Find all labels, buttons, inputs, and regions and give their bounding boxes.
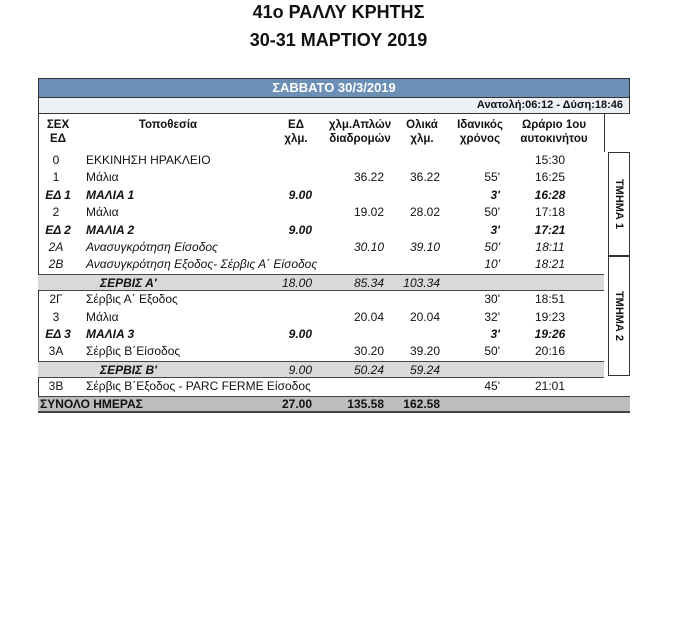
row-apl-km: 30.20	[353, 344, 384, 359]
header-ideal-time: Ιδανικός χρόνος	[457, 119, 503, 145]
row-schedule: 17:18	[534, 205, 566, 220]
table-row	[38, 378, 630, 396]
row-location: ΕΚΚΙΝΗΣΗ ΗΡΑΚΛΕΙΟ	[86, 153, 211, 167]
row-apl-km: 20.04	[353, 309, 384, 324]
row-schedule: 18:51	[534, 292, 566, 307]
row-schedule: 16:25	[534, 170, 566, 185]
row-schedule: 19:23	[534, 309, 566, 324]
row-schedule: 18:21	[534, 257, 566, 272]
row-location: Ανασυγκρότηση Εξοδος- Σέρβις Α΄ Είσοδος	[86, 257, 318, 272]
section-label-1-text: ΤΜΗΜΑ 1	[613, 178, 625, 230]
row-sec: 2Γ	[49, 292, 63, 307]
row-apl-km: 30.10	[353, 240, 384, 254]
table-row	[38, 222, 630, 240]
page-title: 41ο ΡΑΛΛΥ ΚΡΗΤΗΣ	[252, 2, 425, 22]
page-subtitle: 30-31 ΜΑΡΤΙΟΥ 2019	[249, 30, 428, 50]
row-ed-km: 9.00	[288, 187, 312, 202]
row-ideal-time: 32'	[484, 309, 500, 324]
row-sec: 3	[52, 309, 60, 324]
row-location: ΜΑΛΙΑ 3	[86, 327, 135, 341]
row-sec: 2	[52, 205, 60, 220]
row-sec: ΕΔ 3	[45, 327, 71, 341]
row-location: ΜΑΛΙΑ 1	[86, 187, 135, 202]
header-schedule: Ωράριο 1ου αυτοκινήτου	[520, 119, 588, 145]
row-ideal-time: 50'	[484, 240, 500, 254]
table-row	[38, 239, 630, 257]
row-sec: ΕΔ 2	[45, 222, 71, 237]
row-ed-km: 9.00	[288, 362, 312, 377]
table-row	[38, 326, 630, 344]
row-schedule: 17:21	[534, 222, 566, 237]
row-ed-km: 9.00	[288, 222, 312, 237]
table-row	[38, 343, 630, 361]
row-sec: 2Β	[48, 257, 64, 272]
table-row	[38, 256, 630, 274]
row-ideal-time: 10'	[484, 257, 500, 272]
header-divider	[604, 114, 605, 152]
row-schedule: 21:01	[534, 379, 566, 394]
header-apl-km: χλμ.Απλών διαδρομών	[328, 119, 392, 145]
row-schedule: 15:30	[534, 153, 566, 167]
row-sec: ΕΔ 1	[45, 187, 71, 202]
row-apl-km: 85.34	[353, 275, 384, 290]
row-apl-km: 135.58	[347, 396, 384, 411]
row-total-km: 162.58	[403, 396, 440, 411]
row-location: ΣΕΡΒΙΣ Α'	[100, 275, 157, 290]
row-ed-km: 27.00	[281, 396, 312, 411]
row-apl-km: 36.22	[353, 170, 384, 185]
row-location: ΜΑΛΙΑ 2	[86, 222, 135, 237]
row-total-km: 20.04	[409, 309, 440, 324]
row-total-km: 36.22	[409, 170, 440, 185]
row-location: Μάλια	[86, 170, 119, 185]
day-header: ΣΑΒΒΑΤΟ 30/3/2019	[38, 78, 630, 98]
row-sec: 1	[52, 170, 60, 185]
row-ed-km: 9.00	[288, 327, 312, 341]
row-location: ΣΕΡΒΙΣ Β'	[100, 362, 158, 377]
table-row	[38, 309, 630, 327]
table-row	[38, 396, 630, 414]
row-apl-km: 19.02	[353, 205, 384, 220]
row-schedule: 18:11	[535, 240, 565, 254]
row-location: Μάλια	[86, 309, 119, 324]
row-schedule: 16:28	[534, 187, 566, 202]
row-ideal-time: 45'	[484, 379, 500, 394]
row-location: Ανασυγκρότηση Είσοδος	[86, 240, 218, 254]
row-total-km: 39.10	[409, 240, 440, 254]
row-location: Σέρβις Β΄Είσοδος	[86, 344, 181, 359]
row-location: Σέρβις Α΄ Εξοδος	[86, 292, 178, 307]
row-schedule: 19:26	[534, 327, 566, 341]
table-row	[38, 274, 604, 292]
row-schedule: 20:16	[534, 344, 566, 359]
row-total-km: 59.24	[409, 362, 440, 377]
table-row	[38, 169, 630, 187]
row-ideal-time: 55'	[484, 170, 500, 185]
table-row	[38, 152, 630, 170]
row-sec: 0	[52, 153, 60, 167]
table-row	[38, 291, 630, 309]
row-ideal-time: 50'	[484, 344, 500, 359]
table-row	[38, 361, 604, 379]
row-ideal-time: 30'	[484, 292, 500, 307]
row-ideal-time: 3'	[490, 327, 500, 341]
row-sec: 2Α	[48, 240, 64, 254]
table-row	[38, 204, 630, 222]
row-ideal-time: 50'	[484, 205, 500, 220]
row-sec: 3Α	[48, 344, 64, 359]
header-sec: ΣΕΧ ΕΔ	[46, 119, 70, 145]
row-total-km: 28.02	[409, 205, 440, 220]
row-location: Σέρβις Β΄Εξοδος - PARC FERME Είσοδος	[86, 379, 311, 394]
row-sec: 3Β	[48, 379, 64, 394]
row-total-km: 39.20	[409, 344, 440, 359]
itinerary-table	[38, 78, 630, 412]
header-total-km: Ολικά χλμ.	[406, 119, 438, 145]
header-location: Τοποθεσία	[138, 119, 198, 131]
row-ideal-time: 3'	[490, 222, 500, 237]
row-ideal-time: 3'	[490, 187, 500, 202]
row-location: ΣΥΝΟΛΟ ΗΜΕΡΑΣ	[40, 396, 143, 411]
table-row	[38, 187, 630, 205]
row-total-km: 103.34	[403, 275, 440, 290]
sunrise-sunset: Ανατολή:06:12 - Δύση:18:46	[38, 98, 630, 114]
row-ed-km: 18.00	[281, 275, 312, 290]
section-label-2-text: ΤΜΗΜΑ 2	[613, 290, 625, 342]
header-ed-km: ΕΔ χλμ.	[284, 119, 308, 145]
row-location: Μάλια	[86, 205, 119, 220]
row-apl-km: 50.24	[353, 362, 384, 377]
